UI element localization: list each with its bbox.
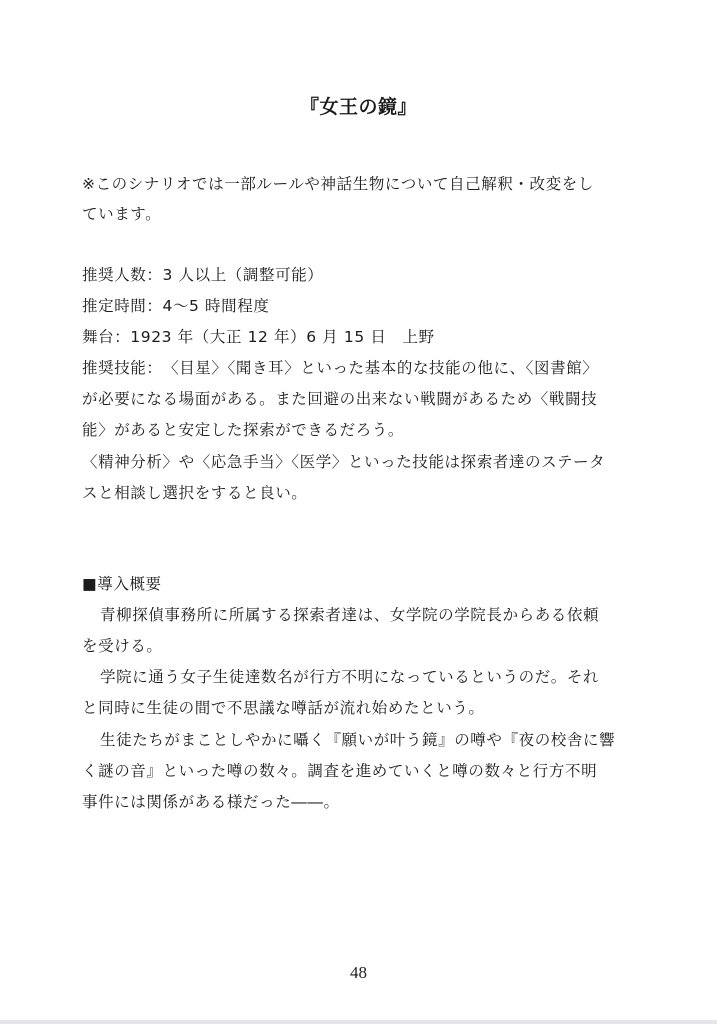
- note-line-1: ※このシナリオでは一部ルールや神話生物について自己解釈・改変をし: [82, 175, 594, 193]
- note-line-2: ています。: [82, 205, 162, 223]
- recommended-players: 推奨人数：3 人以上（調整可能）: [82, 266, 324, 284]
- intro-paragraph-1-line-2: を受ける。: [82, 637, 163, 655]
- estimated-time: 推定時間：4〜5 時間程度: [82, 297, 270, 315]
- recommended-skills-line-3: 能〉があると安定した探索ができるだろう。: [82, 421, 405, 439]
- intro-paragraph-3-line-2: く謎の音』といった噂の数々。調査を進めていくと噂の数々と行方不明: [82, 762, 598, 780]
- recommended-skills-line-1: 推奨技能： 〈目星〉〈聞き耳〉といった基本的な技能の他に、〈図書館〉: [82, 359, 599, 377]
- intro-paragraph-2-line-2: と同時に生徒の間で不思議な噂話が流れ始めたという。: [82, 699, 485, 717]
- recommended-skills-line-2: が必要になる場面がある。また回避の出来ない戦闘があるため〈戦闘技: [82, 390, 598, 408]
- page-bottom-edge: [0, 1020, 717, 1024]
- intro-paragraph-3-line-1: 生徒たちがまことしやかに囁く『願いが叶う鏡』の噂や『夜の校舎に響: [100, 731, 616, 749]
- recommended-skills-line-4: 〈精神分析〉や〈応急手当〉〈医学〉といった技能は探索者達のステータ: [82, 453, 606, 471]
- setting: 舞台：1923 年（大正 12 年）6 月 15 日 上野: [82, 328, 435, 346]
- page-number: 48: [350, 963, 367, 982]
- recommended-skills-line-5: スと相談し選択をすると良い。: [82, 484, 308, 502]
- intro-paragraph-1-line-1: 青柳探偵事務所に所属する探索者達は、女学院の学院長からある依頼: [100, 606, 600, 624]
- scenario-title: 『女王の鏡』: [299, 96, 417, 118]
- intro-paragraph-3-line-3: 事件には関係がある様だった――。: [82, 793, 340, 811]
- intro-heading: ■導入概要: [82, 575, 162, 593]
- intro-paragraph-2-line-1: 学院に通う女子生徒達数名が行方不明になっているというのだ。それ: [100, 668, 600, 686]
